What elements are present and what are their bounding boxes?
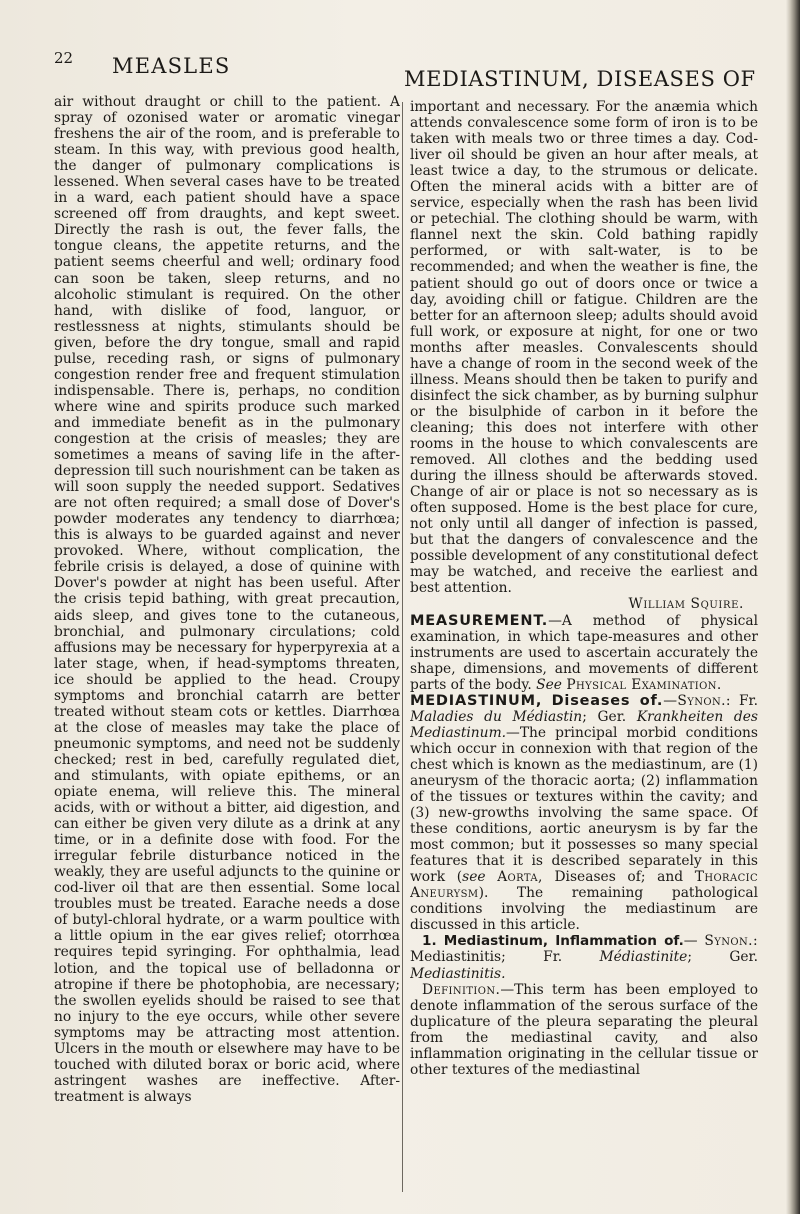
aorta-cross-reference-tail: Diseases of; and <box>554 869 684 886</box>
author-signature: William Squire. <box>628 596 744 613</box>
mediastinum-fr-term: Maladies du Médiastin <box>410 708 583 725</box>
inflammation-ger-term: Mediastinitis. <box>410 965 506 982</box>
definition-label: Definition. <box>422 981 501 998</box>
inflammation-section <box>410 933 758 981</box>
mediastinum-ger-label: Ger. <box>597 708 627 725</box>
mediastinum-body-2: ). The remaining pathological conditions involving the mediastinum are discussed in this article. <box>410 885 758 934</box>
measurement-cross-reference[interactable]: Physical Examination. <box>566 676 722 693</box>
left-column-text: air without draught or chill to the patient. A spray of ozonised water or aromatic vinegar freshens the air of the room, and is preferable to steam. In this way, with previous good health, the danger of pulmonary complications is lessened. When several cases have to be treated in a ward, each patient should have a space screened off from draughts, and kept sweet. Directly the rash is out, the fever falls, the tongue cleans, the appetite returns, and the patient seems cheerful and well; ordinary food can soon be taken, sleep returns, and no alcoholic stimulant is required. On the other hand, with dislike of food, languor, or restlessness at nights, stimulants should be given, before the dry tongue, small and rapid pulse, receding rash, or signs of pulmonary congestion render free and frequent stimulation indispensable. There is, perhaps, no condition where wine and spirits produce such marked and immediate benefit as in the pulmonary congestion at the crisis of measles; they are sometimes a means of saving life in the after-depression till such nourishment can be taken as will soon supply the needed support. Sedatives are not often required; a small dose of Dover's powder moderates any tendency to diarrhœa; this is always to be guarded against and never provoked. Where, without complication, the febrile crisis is delayed, a dose of quinine with Dover's powder at night has been useful. After the crisis tepid bathing, with great precaution, aids sleep, and gives tone to the cutaneous, bronchial, and pulmonary circulations; cold affusions may be necessary for hyperpyrexia at a later stage, when, if head-symptoms threaten, ice should be applied to the head. Croupy symptoms and bronchial catarrh are better treated without steam cots or kettles. Diarrhœa at the close of measles may take the place of pneumonic symptoms, and need not be suddenly checked; rest in bed, carefully regulated diet, and stimulants, with opiate epithems, or an opiate enema, will relieve this. The mineral acids, with or without a bitter, aid digestion, and can either be given very dilute as a drink at any time, or in a definite dose with food. For the irregular febrile disturbance noticed in the weakly, they are useful adjuncts to the quinine or cod-liver oil that are then essential. Some local troubles must be treated. Earache needs a dose of butyl-chloral hydrate, or a warm poultice with a little opium in the ear gives relief; otorrhœa requires tepid syringing. For ophthalmia, lead lotion, and the topical use of belladonna or atropine if there be photophobia, are necessary; the swollen eyelids should be raised to see that no injury to the eye occurs, while other severe symptoms may be attracting most attention. Ulcers in the mouth or elsewhere may have to be touched with diluted borax or boric acid, where astringent washes are ineffective. After-treatment is always <box>54 94 400 1105</box>
mediastinum-see-label: see <box>462 869 486 886</box>
inflammation-synon-label: Synon.: <box>704 933 758 950</box>
column-divider <box>402 102 403 1192</box>
mediastinum-entry: MEDIASTINUM, Diseases of.—Synon.: Fr. Maladies du Médiastin; Ger. Krankheiten des Mediastinum.—The principal morbid conditions which occur in connexion with that region of the chest which is known as the mediastinum, are (1) aneurysm of the thoracic aorta; (2) inflammation of the tissues or textures within the cavity; and (3) new-growths involving the same space. Of these conditions, aortic aneurysm is by far the most common; but it possesses so many special features that it is described separately in this work (see Aorta, Diseases of; and Thoracic Aneurysm). The remaining pathological conditions involving the mediastinum are discussed in this article. <box>410 692 758 934</box>
definition-paragraph <box>410 982 758 1078</box>
mediastinum-body-1: —The principal morbid conditions which occur in connexion with that region of the chest which is known as the mediastinum, are (1) aneurysm of the thoracic aorta; (2) inflammation of the tissues or textures within the cavity; and (3) new-growths involving the same space. Of these conditions, aortic aneurysm is by far the most common; but it possesses so many special features that it is described separately in this work ( <box>410 724 758 886</box>
page-number: 22 <box>54 49 74 67</box>
mediastinum-headword: MEDIASTINUM, Diseases of. <box>410 692 664 709</box>
inflammation-ger-label: ; Ger. <box>687 949 758 966</box>
left-running-head: MEASLES <box>112 54 231 78</box>
inflammation-fr-term: Médiastinite <box>599 949 688 966</box>
measurement-see-label: See <box>536 676 562 693</box>
aorta-cross-reference[interactable]: Aorta, <box>497 869 543 886</box>
mediastinum-ger-term: Krankheiten des Mediastinum. <box>410 708 758 741</box>
measles-continuation: important and necessary. For the anæmia which attends convalescence some form of iron is to be taken with meals two or three times a day. Cod-liver oil should be given an hour after meals, at least twice a day, to the strumous or delicate. Often the mineral acids with a bitter are of service, especially when the rash has been livid or petechial. The clothing should be warm, with flannel next the skin. Cold bathing rapidly performed, or with salt-water, is to be recommended; and when the weather is fine, the patient should go out of doors once or twice a day, avoiding chill or fatigue. Children are the better for an afternoon sleep; adults should avoid full work, or exposure at night, for one or two months after measles. Convalescents should have a change of room in the second week of the illness. Means should then be taken to purify and disinfect the sick chamber, as by burning sulphur or the bisulphide of carbon in it before the cleaning; this does not interfere with other rooms in the house to which convalescents are removed. All clothes and the bedding used during the illness should be afterwards stoved. Change of air or place is not so necessary as is often supposed. Home is the best place for cure, not only until all danger of infection is passed, but that the dangers of convalescence and the possible development of any constitutional defect may be watched, and receive the earliest and best attention. <box>410 99 758 597</box>
mediastinum-fr-label: Fr. <box>738 692 758 709</box>
inflammation-heading: 1. Mediastinum, Inflammation of. <box>422 933 684 950</box>
thoracic-aneurysm-cross-reference[interactable]: Thoracic Aneurysm <box>410 869 758 902</box>
right-column <box>410 99 758 1199</box>
inflammation-heading-dash: — <box>683 933 698 950</box>
definition-text: —This term has been employed to denote inflammation of the serous surface of the duplicature of the pleura separating the pleural from the mediastinal cavity, and also inflammation originating in the cellular tissue or other textures of the mediastinal <box>410 981 758 1078</box>
measurement-headword: MEASUREMENT. <box>410 612 549 629</box>
measurement-entry <box>410 613 758 693</box>
inflammation-synon-text: Mediastinitis; Fr. <box>410 949 563 966</box>
right-running-head: MEDIASTINUM, DISEASES OF <box>404 67 756 91</box>
left-column <box>54 94 400 1194</box>
book-spine-shadow <box>786 0 800 1214</box>
measurement-body: —A method of physical examination, in which tape-measures and other instruments are used to ascertain accurately the shape, dimensions, and movements of different parts of the body. <box>410 612 758 693</box>
mediastinum-synon-label: —Synon.: <box>663 692 731 709</box>
